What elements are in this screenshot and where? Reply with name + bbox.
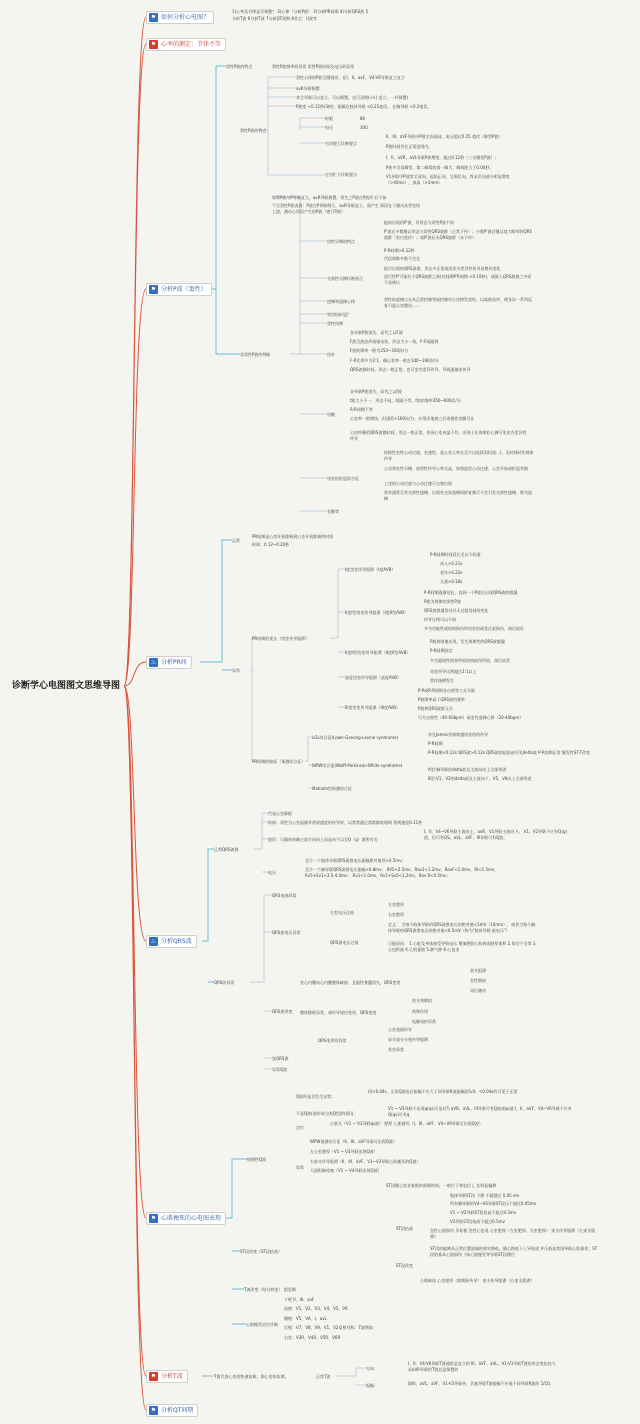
node-escape[interactable]: 逆搏和逸搏心律 [327, 299, 355, 304]
branch-pr-interval[interactable] [146, 656, 192, 669]
node-text: 老年>0.22s [440, 570, 463, 575]
node-text: WPW预激综合征（II、III、aVF导联可出现Q波） [310, 1139, 397, 1144]
node-value: 300 [360, 125, 368, 130]
sub-connector [336, 1368, 366, 1385]
branch-label: 分析T波 [161, 1373, 183, 1380]
node-text: 不呈窦性P波表现：P波在P导联倒立，avR导联直立，面产生 原因在于激动从窦室结上游，激动心房而产生的P波（逆行P波） [272, 203, 421, 214]
node-text: 成人>0.21s [440, 561, 463, 566]
node-text: 后壁：V7、V8、V9、V1、V2反相对称：T波增高 [284, 1325, 373, 1330]
node-p-features[interactable]: 窦性P波的特点 [240, 128, 267, 133]
node-lgl[interactable]: LGL综合征(Lown-Ganong-Levine syndrome) [312, 735, 398, 740]
node-text: 定义： 当每个肢体导联的QRS波群电压的绝对值<1mV（10mm），或者当每个胸体导联的QRS波群电压的绝对值<0.5mV（称为"肢体导联 低电压"） [388, 922, 536, 933]
flag-icon: ⚑ [150, 1373, 157, 1380]
node-st-h2[interactable]: ST段改变 [396, 1263, 413, 1268]
node-text: F-R比例多为2:1，偶心室率一般在140~160次/分 [350, 358, 439, 363]
node-st-t[interactable]: ST段改变（ST段抬高） [240, 1249, 282, 1254]
flag-icon: ⚑ [150, 14, 157, 21]
node-sinus-p-abnormal[interactable]: 窦性P波频率的异常 窦性P波时间及电压的异常 [272, 64, 355, 69]
node-qrs-normal[interactable]: 正常QRS波群 [214, 847, 239, 852]
node-text: 心室表面传导 [388, 1027, 412, 1032]
node-text: 异位激动 [470, 988, 486, 993]
node-lv-high[interactable]: 左室电压过高 [330, 910, 354, 915]
node-text: P波为规律的窦性P波 [424, 599, 461, 604]
node-sub[interactable]: 窦房结折返？ [327, 312, 351, 317]
node-text: 下壁 II、III、avF [284, 1297, 315, 1302]
node-text: 束支阻滞 [470, 968, 486, 973]
node-t-direction[interactable]: 方向： [366, 1366, 378, 1371]
node-text: P波频率高于QRS波的频率 [418, 697, 465, 702]
branch-heart-rate[interactable] [146, 38, 226, 51]
branch-qt-interval[interactable] [146, 1404, 198, 1417]
node-text: P波和QRS波群无关 [418, 706, 453, 711]
sub-connector [250, 895, 272, 1069]
fire-icon: ♨ [150, 938, 157, 945]
node-text: 室室异常 [388, 1047, 404, 1052]
node-text: F波呈波浪形或锯齿状，形态大小一致，F-F间隔规 [350, 339, 439, 344]
node-text: 逆行性P'可能位于QRS波群之前(其间期P'R间期 <0.10秒)，或嵌入QRS波群之中而不易辨认 [384, 274, 532, 285]
node-text: 可能原因： 1.心脏及身体接受导致电压 增加肥胖心肌病或肥厚体积 2.肾功不全等 3.心包积液 4.心肌萎缩 5.肺气肿 6.心包炎 [388, 941, 537, 952]
sub-connector [216, 289, 240, 354]
node-text: I、II、aVR、aVL导联P波增宽，超过0.12秒（三尖瓣型P波）； [386, 155, 499, 160]
node-text: 左室肥厚 [388, 902, 404, 907]
node-sub[interactable]: 室颤等 [327, 509, 339, 514]
node-sub[interactable]: 窦性停搏 [327, 321, 343, 326]
node-la[interactable]: 左房扩大诊断要点 [325, 172, 357, 177]
node-text: P-R间期 [428, 741, 443, 746]
node-qrs-axis[interactable]: QRS电轴异常 [272, 893, 297, 898]
node-sub[interactable]: 房室结折返综合征 [327, 476, 359, 481]
sub-connector [206, 66, 226, 289]
node-text: 心房纤颤的QRS波群时间，形态一般正常，但因心室充盈不均，出现于长周期后心搏可见室内差异性传导 [350, 430, 527, 441]
node-text: 束支或分支变传导阻滞 [388, 1037, 428, 1042]
node-text: avR导联倒置 [296, 86, 320, 91]
sub-connector [202, 849, 214, 982]
intro-line: 1)心率及节律是否规整？ 2)心律（分析P波） 3)分析PR间期 4)分析QRS波 5 [232, 9, 369, 14]
node-text: 存在James旁路跨越房室结的传导 [428, 732, 489, 737]
node-text: 至少一个胸导联QRS波群电压振幅>0.8mv； RV5<2.5mv，Rav1<1.2mv，RavF<2.0mv，RI<1.5mv，Rv5+Sv1<3.5-4.0mv； Rv1<1.0mv，Rv1+Sv5<1.2mv，Rav R<0.5mv； [305, 867, 499, 878]
node-junctional[interactable]: 交界性早搏诊断要点 [327, 276, 363, 281]
node-text: 至少一个肢体导联QRS波群电压振幅绝对值须>0.5mv； [305, 858, 406, 863]
node-text: A型:胸导联的delta波及主波向向上全部带进 [428, 767, 507, 772]
node-text: P-R间期时间延长至以下标准： [430, 552, 485, 557]
node-t-change[interactable]: T波改变（结合病史） 超急期 [244, 1287, 296, 1292]
node-text: 代表心室除极 [268, 811, 292, 816]
node-text: P波宽 <0.12秒(3格)，振幅在肢体导联 <0.25毫伏。 在胸导联 <0.2毫伏。 [296, 104, 432, 109]
node-sub[interactable]: 房颤 [327, 412, 335, 417]
node-text: F波的频率一般为250~350次/分 [350, 348, 409, 353]
node-t-desc[interactable]: T波代表心室的快速复极，即心室恢复期。 [214, 1374, 289, 1379]
node-text: B型:V1、V2的delta波及主波向下，V5、V6向上全部带进 [428, 776, 532, 781]
node-text: 右束支传导阻滞（II、III、aVF、V1~V3导联心肌梗死的Q波） [310, 1159, 421, 1164]
node-qrs-variant[interactable]: QRS变形的异常 [318, 1038, 347, 1043]
branch-how-to-analyze[interactable] [146, 11, 214, 24]
node-text: 左心室肥厚（V1 ~ V3导联出现Q波） [310, 1149, 378, 1154]
node-t-amplitude[interactable]: 振幅： [366, 1383, 378, 1388]
trunk-connector [124, 44, 146, 686]
node-text: (I)<0.04s，正常Q波电压振幅不应大于同导联R波振幅的1/4；<0.04s的可见于正常 [368, 1089, 518, 1094]
branch-mi[interactable] [146, 1212, 226, 1225]
node-text: 时间：0.12~0.20秒 [252, 542, 290, 547]
node-sinus-p[interactable]: 窦性P波的特点 [226, 64, 253, 69]
node-text: 整体除极异常，或传导途径变更，QRS变宽 [300, 1010, 377, 1015]
node-text: 右室：V3R、V4R、V5R、V6R [284, 1335, 341, 1340]
node-text: I、II、V4-V6导联T波通常是直立的 III、aVF、aVL、V1-V3导联T波的形态变化较大 而aVR导联的T波总是倒置的 [408, 1361, 556, 1372]
branch-p-wave[interactable] [146, 283, 212, 296]
node-text: 所有胸导联的V4~V6导联ST段压不超过0.05mv [450, 1201, 537, 1206]
node-voltage[interactable]: 电压 [325, 125, 333, 130]
node-text: 电解质的异常 [412, 1019, 436, 1024]
node-text: 前壁：V1、V2、V3、V4、V5、V6 [284, 1306, 348, 1311]
node-text: P波多呈双峰型，第二峰常较第一峰大，峰间距大于0.04秒； [386, 165, 494, 170]
node-text: 可为交界性（40-60bpm）或室性逸搏心律（20-40bpm） [418, 715, 524, 720]
node-text: P-R间期<0.12s QRS波>0.12s QRS波的起始部可见delta波 P-R间期正常 继发性ST-T改变 [428, 750, 591, 755]
node-qrs-shape[interactable]: QRS波形变 [272, 1009, 293, 1014]
trunk-connector [124, 686, 146, 1376]
node-text: P波时间仍在正常范围内。 [386, 144, 433, 149]
sub-connector [305, 737, 312, 788]
node-text: II、III、aVF导联中P波尖而高耸，电压超过0.25 毫伏（肺型P波） [386, 134, 503, 139]
node-text: 波形：可确单的胸主波方向向上而是向下以至Q（q）波所有关 [268, 837, 378, 842]
trunk-connector [124, 686, 146, 941]
node-text: 持续性室性心动过速，室速性，是心室心率在至少以连续3次(或...)，无时间时作规律传导 [384, 450, 534, 461]
sub-connector [272, 197, 327, 511]
node-text: R-R间期不等 [350, 407, 373, 412]
node-avb-2-2[interactable]: II度II型房室传导阻滞（II度II型AVB） [345, 650, 411, 655]
node-text: ST段的偏离从正常位置部减的相对降低，随心跨低下上导致或 并压低连续图导联心肌损伤；ST段的基本心肌损伤（如心肌梗死等导联ST段移位 [430, 1246, 598, 1257]
node-text: 大面积肺栓塞（V1 ~ V4导联出现Q波） [310, 1168, 382, 1173]
sub-connector [250, 638, 252, 761]
node-text: 除III、aVL、aVF、V1-V3导联外，其他导联T波振幅不应低于同导联R波的 1/10； [408, 1381, 554, 1386]
node-avb-high[interactable]: 高度房室传导阻滞（高度AVB） [345, 675, 401, 680]
node-text: 提早出现的QRS波群，形态多正常或因室内差异性传导而稍有变化 [384, 266, 501, 271]
node-text: 异常P波与P导联直立，avR导联倒置，窦生之P波在P波形 后不知 [272, 195, 387, 200]
branch-qrs[interactable] [146, 935, 197, 948]
node-text: 代偿间歇多数不完全 [384, 256, 420, 261]
node-text: 室性期前 [470, 978, 486, 983]
node-text: 心肌缺血 心室肥厚（如期前传导） 束支传导阻滞（右束支阻滞） [420, 1278, 535, 1283]
node-text: PR间期是心房开始除极到心室开始除极的时间 [252, 534, 334, 539]
branch-t-wave[interactable] [146, 1370, 188, 1383]
node-text: P-P或R-R间期各自相等与无关联 [418, 688, 476, 693]
node-t-normal[interactable]: 正常T波 [316, 1374, 331, 1379]
node-ra[interactable]: 右房肥大诊断要点 [325, 141, 357, 146]
trunk-connector [124, 17, 146, 686]
node-text: V3导联ST段抬高不超过0.5mv [450, 1219, 505, 1224]
node-pr-prolonged[interactable]: PR间期的延长（房室传导阻滞） [252, 636, 310, 641]
node-qrs-voltage[interactable]: QRS波电压异常 [272, 930, 301, 935]
node-text: 提前出现的P'波，其形态与窦性P波不同 [384, 220, 454, 225]
node-text: P波规则地出现，发生周期性的QRS波脱漏 [430, 639, 505, 644]
node-pr-abnormal[interactable]: 异常 [232, 668, 240, 673]
sub-connector [260, 77, 296, 130]
node-text: 常伴逸搏发生 [430, 678, 454, 683]
node-text: 常有通常呈有交界性逸搏，出现室交界逸搏同样复频可不会引发交界性逸搏，称为逸搏 [384, 490, 532, 501]
node-text: 各导联P波消失，而代之以f波 [350, 389, 402, 394]
node-value: 80 [360, 116, 366, 121]
node-abnormal-q[interactable]: 异常Q波 [272, 1067, 288, 1072]
node-text: f波大小不一，形态不同，间隔不等，f波的频率350~600次/分 [350, 398, 461, 403]
flag-icon: ⚑ [150, 41, 157, 48]
sub-connector [200, 540, 232, 670]
flag-icon: ⚑ [150, 1407, 157, 1414]
node-text: 肢体导联ST段 下移 不超越过 0.05 mv [450, 1193, 520, 1198]
node-text: 电压 [268, 870, 276, 875]
node-text: 传导比例可以不同 [424, 617, 456, 622]
sub-connector [268, 118, 325, 175]
node-text: 不是Q波(或形成为类Q型)的原因： [296, 1111, 358, 1116]
node-text: 多为器质性损害所致结构损伤所致，预后较差 [430, 658, 510, 663]
node-wide-qrs[interactable]: 宽QRS波 [272, 1056, 289, 1061]
trunk-connector [124, 686, 146, 1410]
node-wpw[interactable]: WPW综合征(Wolff-Parkinson-White syndrome) [312, 763, 403, 768]
node-avb-3[interactable]: III度房室传导阻滞（III度AVB） [345, 705, 401, 710]
node-pr-normal[interactable]: 正常 [232, 538, 240, 543]
sub-connector [254, 813, 268, 872]
node-text: 其它导联可以直立，可以倒置，也可双相(-/+) 直立，一并倒置) [296, 95, 409, 100]
node-qrs-abnormal[interactable]: QRS的异常 [214, 980, 235, 985]
node-text: 各导联P波消失，而代之以F波 [350, 330, 403, 335]
node-text: 药物作用 [412, 1009, 428, 1014]
node-text: 右室肥厚 [388, 912, 404, 917]
node-text: V1 ~ V2导联ST段抬高不超过0.3mv [450, 1210, 517, 1215]
node-text: P-R间期>0.12秒 [384, 248, 415, 253]
node-text: QRS波群通常具并无过组房间的变化 [424, 608, 489, 613]
node-text: 上述的心动过速与心动过速可交替出现 [384, 481, 452, 486]
node-sub[interactable]: 房扑 [327, 352, 335, 357]
node-text: 儿童>0.18s [440, 579, 463, 584]
node-text: 心室率一般增快，但通常<160次/分，应用洋地黄之后或慢性房颤可在 [350, 416, 475, 421]
branch-label: 如何分析心电图？ [161, 14, 210, 21]
node-text: 窦性心律的P波呈圆钝形，在I、II、avF、V4-V6导联直立直立 [296, 75, 405, 80]
fire-icon: ♨ [150, 659, 157, 666]
node-text: 侧壁：V5、V6、I、avL [284, 1316, 327, 1321]
node-text: 房室传导比例超过2:1以上 [430, 669, 477, 674]
branch-label: 心肌梗死的心电图表现 [161, 1215, 222, 1222]
sub-connector [330, 569, 345, 707]
node-location[interactable]: 心肌梗死定位诊断 [246, 1322, 278, 1327]
sub-connector [222, 1159, 247, 1324]
node-mahaim[interactable]: Mahaim型预激综合征 [312, 786, 352, 791]
node-text: 室心内膜向心内膜整体缺损，且能性脊髓消失，QRS变宽 [300, 980, 401, 985]
flag-icon: ⚑ [150, 286, 157, 293]
node-text: 心肌无（V1 ~ V3导联qs波） 肥厚 心肌梗死（I、III、aVF、V4~V6导联可出现Q波） [330, 1121, 483, 1126]
node-text: 定位： [296, 1125, 308, 1130]
branch-label: 分析QT间期 [161, 1407, 194, 1414]
node-text: ST段随心室非复极的前期时间，一般位于等电位上 在明显偏移 [386, 1183, 497, 1188]
node-avb-2-1[interactable]: II度I型房室传导阻滞（I度II型AVB） [345, 610, 409, 615]
node-text: I、II、V4~V6导联主波向上，avR、V1导联主波向下。 V1、V2导联不应有Q(q)波，但可有QS。aVL、aVF、III导联可有Q波。 [424, 829, 567, 840]
node-non-sinus[interactable]: 非窦性P波的判断 [240, 352, 271, 357]
node-qrs-low[interactable]: QRS波电压过低 [330, 940, 359, 945]
branch-label: 分析P波（窦性） [161, 286, 207, 293]
node-text: P-R间期固定 [430, 648, 453, 653]
node-path-q[interactable]: 病理性Q波 [247, 1157, 267, 1162]
node-text: 束支和肺段 [412, 998, 432, 1003]
flag-icon: ⚑ [150, 1215, 157, 1222]
node-text: 窦性的起搏点在从正常控制等候控制对心房律发放时，以高低依序，使各次一系列反复引起心房激动…… [384, 297, 532, 308]
branch-label: 心率的测定：节律不等 [161, 41, 222, 48]
node-text: V1导联中P波常呈双向，起始正向，呈倒负向，终末负向部分明显增宽（>40ms），加深（>1mm） [386, 174, 510, 185]
intro-line: 分析T波 6分析T波 7分析QT间期 8其它：U波等 [232, 16, 317, 21]
node-text: 急性心肌损伤 早复极 急性心包炎 心室肥厚（左室肥厚，右室肥厚） 束支传导阻滞（左束支阻滞） [430, 1228, 596, 1239]
node-text: 多为功能性或结构损伤所房室结或希氏束损伤，预后较好 [424, 626, 524, 631]
node-text: 异常 [296, 1165, 304, 1170]
trunk-connector [124, 289, 146, 686]
node-st-elev[interactable]: ST段抬高 [396, 1226, 413, 1231]
node-pr-short[interactable]: PR间期的缩短（预激综合征） [252, 759, 306, 764]
node-text: QRS波群时间、形态一般正常，也可室内差异传导，导致逐渐室传导 [350, 367, 471, 372]
node-text: P'波后多数继以形态与窦性QRS波群（正常下传）；少数P'波后继以宽大畸形的QRS波群（室内差传）；或P'波后无QRS波群（未下传） [384, 229, 532, 240]
node-text: P-R间期逐渐延长，直到一个P波后出现QRS波的脱漏 [424, 590, 518, 595]
node-text: 时间：窦性为心室起源并常规速度的传导时，以常普通正常群除收缩期 常规速度0.11秒 [268, 820, 423, 825]
node-text: 心房和室性早搏，如窦性传导心率太高，如将造型心动过速，心室开始或折返旁路 [384, 466, 528, 471]
node-text: V1 ~ V3导联不出现q(qs)可是r(?) aVR、aVL、III导联可有Q波或qs波 I、II、aVF、V4~V6导联不应有Q(qs)可有q [388, 1106, 572, 1117]
node-atrial-premature[interactable]: 房性早搏的特点 [327, 239, 355, 244]
node-avb-1[interactable]: I度房室传导阻滞（I度AVB） [345, 567, 396, 572]
node-text: Q波所是否发生异常： [296, 1094, 336, 1099]
branch-label: 分析PR间 [161, 659, 187, 666]
root-topic[interactable]: 诊断学心电图图文思维导图 [11, 681, 120, 691]
branch-label: 分析QRS波 [161, 938, 192, 945]
node-duration[interactable]: 时限 [325, 116, 333, 121]
